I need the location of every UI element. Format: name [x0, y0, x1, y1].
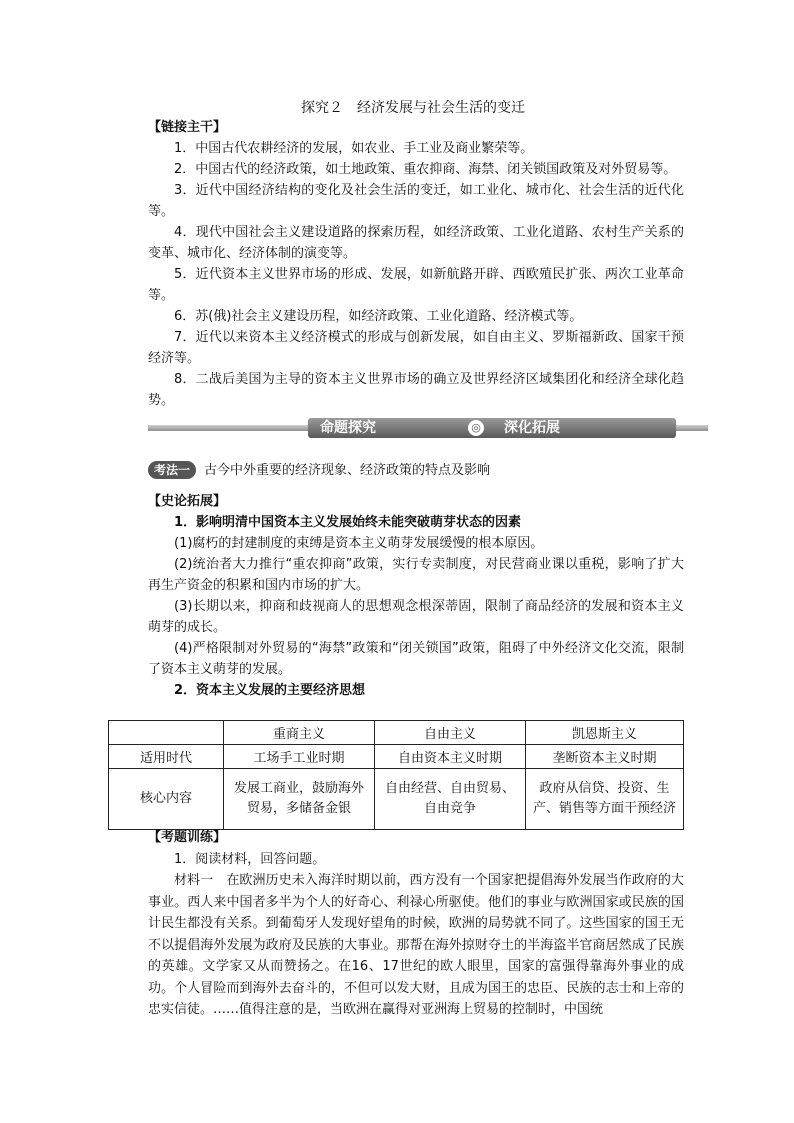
- economic-thought-table: [108, 720, 684, 830]
- table-cell: 自由经营、自由贸易、自由竞争: [375, 769, 526, 830]
- link-item-1: 1．中国古代农耕经济的发展，如农业、手工业及商业繁荣等。: [174, 141, 534, 156]
- table-cell: 工场手工业时期: [224, 745, 375, 769]
- question-1: 1．阅读材料，回答问题。: [174, 852, 326, 867]
- table-row: [109, 769, 684, 830]
- kaodian-text: 古今中外重要的经济现象、经济政策的特点及影响: [204, 463, 491, 478]
- shilun-para-2: (2)统治者大力推行“重农抑商”政策，实行专卖制度，对民营商业课以重税，影响了扩大再生产资金的积累和国内市场的扩大。: [148, 557, 684, 593]
- shilun-para-4: (4)严格限制对外贸易的“海禁”政策和“闭关锁国”政策，阻碍了中外经济文化交流，限制了资本主义萌芽的发展。: [148, 641, 684, 677]
- link-item-7: 7．近代以来资本主义经济模式的形成与创新发展，如自由主义、罗斯福新政、国家干预经济等。: [148, 330, 684, 366]
- shilun-heading: 【史论拓展】: [148, 494, 227, 509]
- shilun-point-2: 2．资本主义发展的主要经济思想: [174, 683, 366, 698]
- shilun-point-1: 1．影响明清中国资本主义发展始终未能突破萌芽状态的因素: [174, 515, 522, 530]
- table-cell: 发展工商业，鼓励海外贸易，多储备金银: [224, 769, 375, 830]
- link-item-6: 6．苏(俄)社会主义建设历程，如经济政策、工业化道路、经济模式等。: [174, 309, 583, 324]
- shilun-para-3: (3)长期以来，抑商和歧视商人的思想观念根深蒂固，限制了商品经济的发展和资本主义萌芽的成长。: [148, 599, 684, 635]
- link-heading: 【链接主干】: [148, 120, 227, 135]
- table-row: [109, 745, 684, 769]
- table-cell: 政府从信贷、投资、生产、销售等方面干预经济: [526, 769, 684, 830]
- table-header-cell: 重商主义: [224, 721, 375, 745]
- table-header-cell: [109, 721, 224, 745]
- table-cell: 核心内容: [109, 769, 224, 830]
- kaodian-tag: 考法一: [148, 461, 196, 479]
- table-cell: 垄断资本主义时期: [526, 745, 684, 769]
- table-header-cell: 自由主义: [375, 721, 526, 745]
- table-cell: 适用时代: [109, 745, 224, 769]
- page-title: 探究２ 经济发展与社会生活的变迁: [301, 100, 525, 116]
- link-item-4: 4．现代中国社会主义建设道路的探索历程，如经济政策、工业化道路、农村生产关系的变革、城市化、经济体制的演变等。: [148, 225, 684, 261]
- table-header-row: [109, 721, 684, 745]
- link-item-5: 5．近代资本主义世界市场的形成、发展，如新航路开辟、西欧殖民扩张、两次工业革命等。: [148, 267, 684, 303]
- link-item-3: 3．近代中国经济结构的变化及社会生活的变迁，如工业化、城市化、社会生活的近代化等。: [148, 183, 684, 219]
- material-1: 材料一 在欧洲历史未入海洋时期以前，西方没有一个国家把提倡海外发展当作政府的大事业。西人来中国者多半为个人的好奇心、利禄心所驱使。他们的事业与欧洲国家或民族的国计民生都没有关系。到葡萄牙人发现好望角的时候，欧洲的局势就不同了。这些国家的国王无不以提倡海外发展为政府及民族的大事业。那帮在海外掠财夺土的半海盗半官商居然成了民族的英雄。文学家又从而赞扬之。在16、17世纪的欧人眼里，国家的富强得靠海外事业的成功。个人冒险而到海外去奋斗的，不但可以发大财，且成为国王的忠臣、民族的志士和上帝的忠实信徒。……值得注意的是，当欧洲在赢得对亚洲海上贸易的控制时，中国统: [148, 873, 684, 1017]
- section-banner: [148, 418, 708, 438]
- training-heading: 【考题训练】: [148, 830, 227, 845]
- emblem-icon: ◎: [468, 420, 484, 436]
- link-item-2: 2．中国古代的经济政策，如土地政策、重农抑商、海禁、闭关锁国政策及对外贸易等。: [174, 162, 677, 177]
- banner-box: [308, 418, 676, 438]
- table-header-cell: 凯恩斯主义: [526, 721, 684, 745]
- shilun-para-1: (1)腐朽的封建制度的束缚是资本主义萌芽发展缓慢的根本原因。: [174, 536, 544, 551]
- kaodian-line: [148, 461, 490, 481]
- table-cell: 自由资本主义时期: [375, 745, 526, 769]
- link-item-8: 8．二战后美国为主导的资本主义世界市场的确立及世界经济区域集团化和经济全球化趋势。: [148, 372, 684, 408]
- banner-left-label: 命题探究: [320, 420, 376, 436]
- banner-right-label: 深化拓展: [504, 420, 560, 436]
